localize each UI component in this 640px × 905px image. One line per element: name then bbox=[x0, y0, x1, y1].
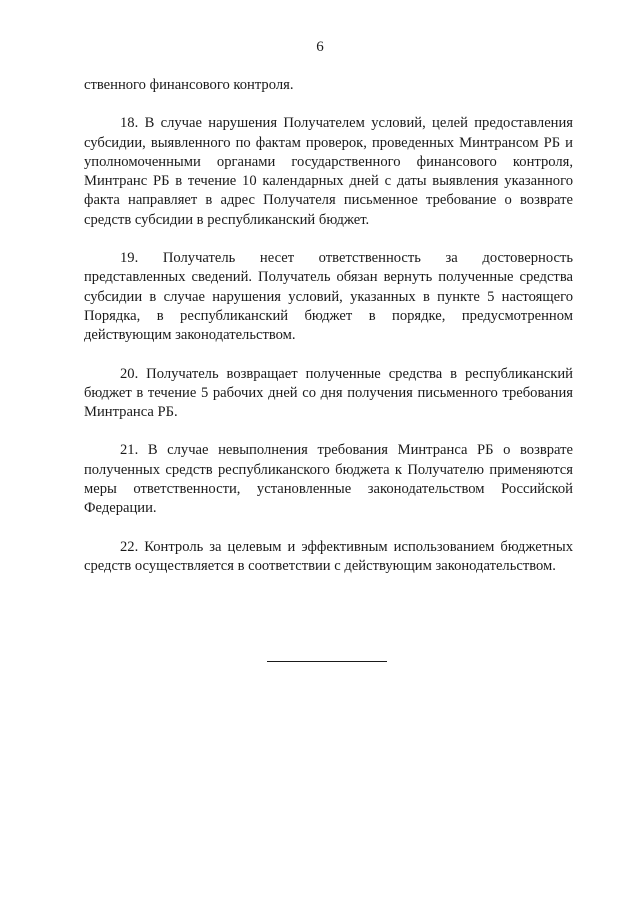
document-body bbox=[84, 76, 573, 576]
paragraph-18: 18. В случае нарушения Получателем условий, целей предоставления субсидии, выявленного по фактам проверок, проведенных Минтрансом РБ и уполномоченными органами государственного финансового контроля, Минтранс РБ в течение 10 календарных дней с даты выявления указанного факта направляет в адрес Получателя письменное требование о возврате средств субсидии в республиканский бюджет. bbox=[84, 115, 573, 228]
paragraph-21: 21. В случае невыполнения требования Минтранса РБ о возврате полученных средств республиканского бюджета к Получателю применяются меры ответственности, установленные законодательством Российской Федерации. bbox=[84, 442, 573, 517]
paragraph-continuation: ственного финансового контроля. bbox=[84, 77, 294, 93]
paragraph-22: 22. Контроль за целевым и эффективным использованием бюджетных средств осуществляется в соответствии с действующим законодательством. bbox=[84, 538, 573, 574]
closing-separator-line bbox=[267, 661, 387, 662]
paragraph-19: 19. Получатель несет ответственность за достоверность представленных сведений. Получатель обязан вернуть полученные средства субсидии в случае нарушения условий, указанных в пункте 5 настоящего Порядка, в республиканский бюджет в порядке, предусмотренном действующим законодательством. bbox=[84, 250, 573, 344]
page-number: 6 bbox=[316, 39, 324, 55]
paragraph-20: 20. Получатель возвращает полученные средства в республиканский бюджет в течение 5 рабочих дней со дня получения письменного требования Минтранса РБ. bbox=[84, 365, 573, 421]
